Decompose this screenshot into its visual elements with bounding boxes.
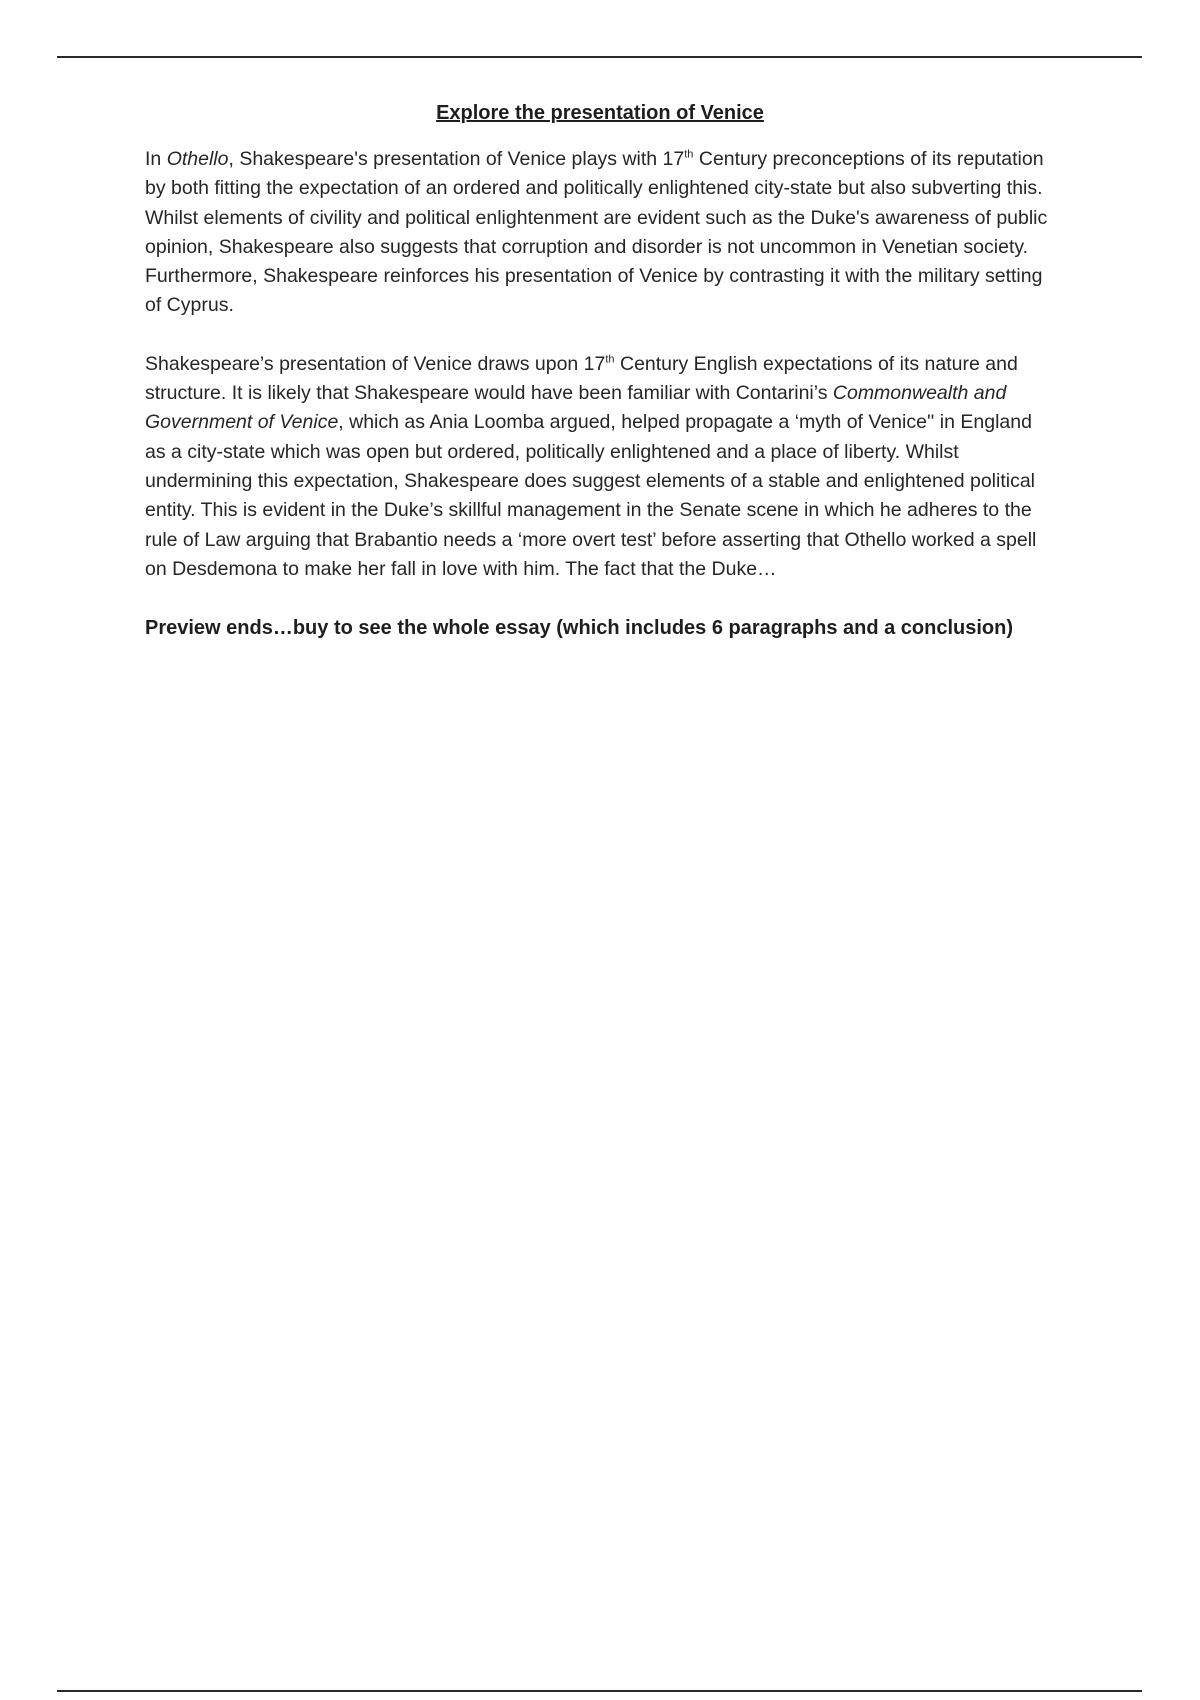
document-body xyxy=(145,98,1055,643)
top-rule xyxy=(57,56,1142,58)
paragraph-2-text-a: Shakespeare’s presentation of Venice draws upon 17 xyxy=(145,352,606,375)
paragraph-2-text-b: Century English expectations of its nature and structure. It is likely that Shakespeare would have been familiar with Contarini’s xyxy=(145,352,1018,405)
paragraph-2 xyxy=(145,350,1055,584)
paragraph-1-text-b: Century preconceptions of its reputation by both fitting the expectation of an ordered and politically enlightened city-state but also subverting this. Whilst elements of civility and political enlightenment are evident such as the Duke's awareness of public opinion, Shakespeare also suggests that corruption and disorder is not uncommon in Venetian society. Furthermore, Shakespeare reinforces his presentation of Venice by contrasting it with the military setting of Cyprus. xyxy=(145,148,1048,317)
play-title: Othello xyxy=(166,148,229,170)
paragraph-1-lead: In xyxy=(145,148,167,170)
bottom-rule xyxy=(57,1690,1142,1692)
book-title: Commonwealth and Government of Venice xyxy=(145,382,1007,434)
paragraph-2-text-c: , which as Ania Loomba argued, helped propagate a ‘myth of Venice'' in England as a city-state which was open but ordered, politically enlightened and a place of liberty. Whilst undermining this expectation, Shakespeare does suggest elements of a stable and enlightened political entity. This is evident in the Duke’s skillful management in the Senate scene in which he adheres to the rule of Law arguing that Brabantio needs a ‘more overt test’ before asserting that Othello worked a spell on Desdemona to make her fall in love with him. The fact that the Duke… xyxy=(145,411,1037,580)
ordinal-suffix: th xyxy=(684,148,694,161)
paragraph-1 xyxy=(145,145,1055,321)
document-title: Explore the presentation of Venice xyxy=(436,102,764,124)
ordinal-suffix: th xyxy=(605,353,615,366)
preview-ends-note: Preview ends…buy to see the whole essay (which includes 6 paragraphs and a conclusion) xyxy=(145,617,1014,640)
paragraph-1-text-a: , Shakespeare's presentation of Venice plays with 17 xyxy=(228,148,685,170)
